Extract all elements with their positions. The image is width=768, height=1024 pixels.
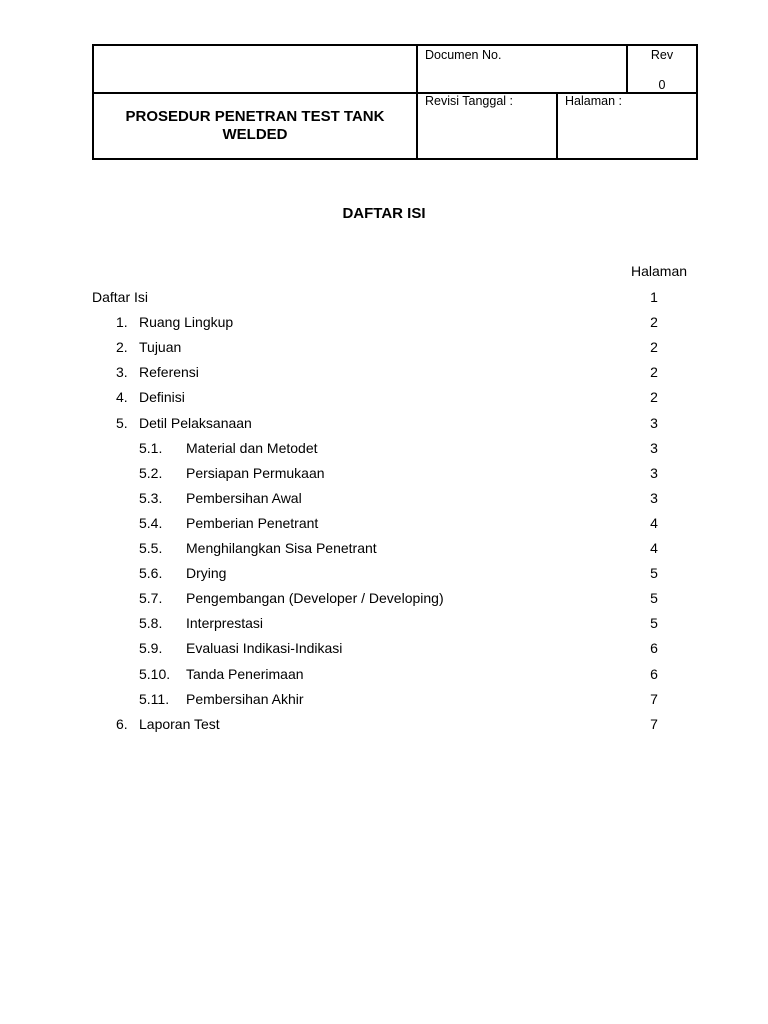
toc-entry (0, 611, 768, 636)
toc-entry-page: 3 (650, 439, 658, 456)
toc-entry-number: 5.1. (139, 439, 163, 456)
toc-entry-page: 2 (650, 389, 658, 406)
toc-entry-page: 3 (650, 414, 658, 431)
toc-entry-page: 6 (650, 640, 658, 657)
toc-entry-number: 2. (116, 339, 128, 356)
toc-entry (0, 335, 768, 360)
toc-entry (0, 712, 768, 737)
toc-entry (0, 636, 768, 661)
toc-entry-title: Daftar Isi (92, 289, 149, 305)
toc-entry-page: 1 (650, 289, 658, 305)
toc-title: DAFTAR ISI (342, 205, 426, 222)
toc-entry-page: 3 (650, 489, 658, 506)
toc-entry-title: Tanda Penerimaan (186, 665, 304, 682)
page-column-header: Halaman (631, 263, 688, 279)
toc-entry (0, 586, 768, 611)
toc-entry-page: 2 (650, 339, 658, 356)
toc-entry (0, 310, 768, 335)
toc-entry-title: Tujuan (139, 339, 182, 356)
toc-entry (0, 385, 768, 410)
toc-entry-page: 5 (650, 615, 658, 632)
toc-entry-title: Menghilangkan Sisa Penetrant (186, 540, 377, 556)
toc-entry-page: 2 (650, 364, 658, 381)
toc-entry (0, 461, 768, 486)
toc-entry-page: 4 (650, 514, 658, 531)
revision-value: 0 (658, 78, 666, 92)
toc-entry-page: 3 (650, 464, 658, 481)
revision-label: Rev (650, 48, 674, 62)
toc-entry-page: 7 (650, 715, 658, 732)
document-number-label: Documen No. (418, 46, 628, 94)
toc-entry (0, 285, 768, 310)
toc-entry-title: Ruang Lingkup (139, 314, 234, 331)
toc-entry-number: 3. (116, 364, 128, 381)
toc-entry-number: 5.7. (139, 590, 163, 607)
toc-entry-page: 5 (650, 590, 658, 607)
toc-entry-number: 5.4. (139, 514, 163, 531)
toc-entry-title: Drying (186, 565, 227, 582)
toc-entry-page: 7 (650, 690, 658, 707)
toc-entry-title: Interprestasi (186, 615, 264, 632)
toc-entry (0, 561, 768, 586)
toc-entry-number: 5.5. (139, 540, 163, 556)
toc-entry-title: Laporan Test (139, 715, 220, 732)
toc-entry (0, 662, 768, 687)
toc-entry-title: Pemberian Penetrant (186, 514, 319, 531)
toc-entry-title: Pengembangan (Developer / Developing) (186, 590, 444, 607)
toc-entry (0, 360, 768, 385)
toc-entry-title: Material dan Metodet (186, 439, 318, 456)
toc-entry-title: Referensi (139, 364, 199, 381)
toc-entry (0, 486, 768, 511)
toc-entry-number: 5.10. (139, 665, 171, 682)
toc-entry (0, 436, 768, 461)
toc-entry-page: 2 (650, 314, 658, 331)
toc-entry-title: Persiapan Permukaan (186, 464, 325, 481)
toc-entry (0, 687, 768, 712)
toc-entry-title: Definisi (139, 389, 185, 406)
toc-entry-number: 5.9. (139, 640, 163, 657)
toc-entry-number: 4. (116, 389, 128, 406)
toc-entry-title: Detil Pelaksanaan (139, 414, 252, 431)
toc-entry-number: 5.6. (139, 565, 163, 582)
logo-cell (94, 46, 418, 94)
toc-entry-page: 5 (650, 565, 658, 582)
revision-cell (628, 46, 696, 94)
toc-entry (0, 511, 768, 536)
toc-entry-title: Pembersihan Akhir (186, 690, 304, 707)
toc-entry-number: 6. (116, 715, 128, 732)
document-header-table (92, 44, 698, 160)
toc-entry-title: Pembersihan Awal (186, 489, 302, 506)
revision-date-label: Revisi Tanggal : (418, 94, 558, 158)
toc-entry-number: 5. (116, 414, 128, 431)
toc-entry-title: Evaluasi Indikasi-Indikasi (186, 640, 343, 657)
document-title: PROSEDUR PENETRAN TEST TANK WELDED (94, 94, 418, 158)
page-label: Halaman : (565, 94, 622, 108)
toc-entry-number: 1. (116, 314, 128, 331)
toc-entry (0, 411, 768, 436)
toc-entry-number: 5.3. (139, 489, 163, 506)
toc-entry-number: 5.2. (139, 464, 163, 481)
toc-entry-number: 5.11. (139, 690, 170, 707)
toc-entry-number: 5.8. (139, 615, 163, 632)
toc-entry-page: 4 (650, 540, 658, 556)
toc-entry (0, 536, 768, 561)
toc-entry-page: 6 (650, 665, 658, 682)
